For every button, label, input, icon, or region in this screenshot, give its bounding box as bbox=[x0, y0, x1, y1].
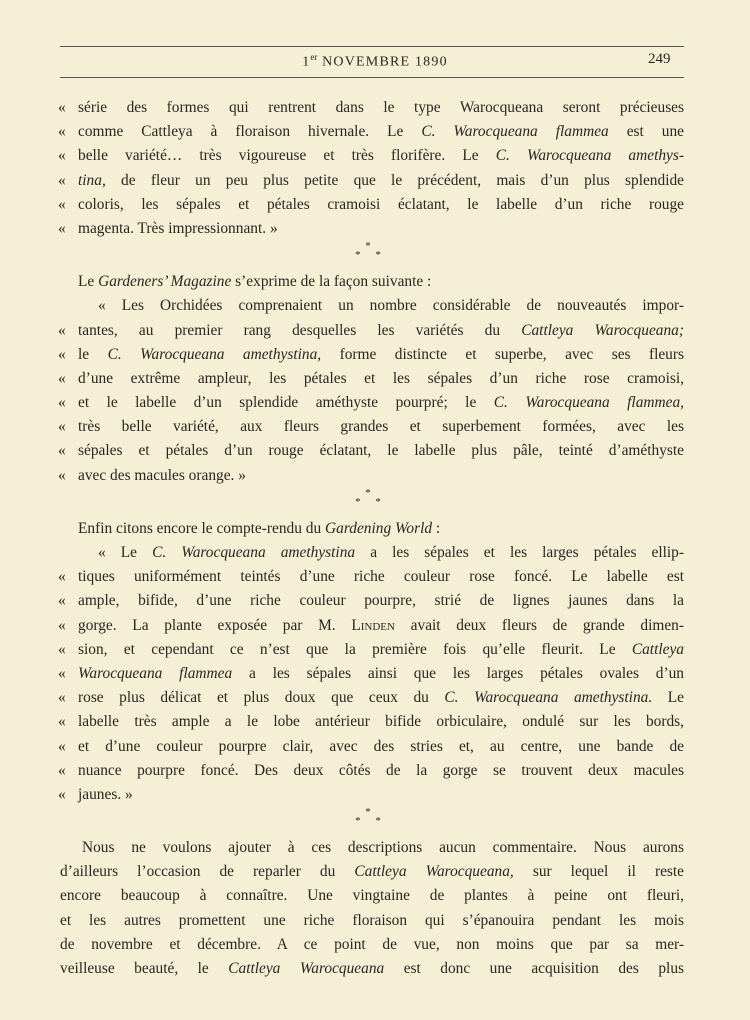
line-text: rose plus délicat et plus doux que ceux du C. Warocqueana amethystina. Le bbox=[78, 689, 684, 707]
text-line bbox=[58, 783, 684, 807]
line-text: Nous ne voulons ajouter à ces descriptions aucun commentaire. Nous aurons bbox=[82, 839, 684, 857]
dinkus-pair: * * bbox=[355, 495, 387, 508]
text-line bbox=[58, 614, 684, 638]
line-text: Enfin citons encore le compte-rendu du Gardening World : bbox=[78, 519, 441, 537]
line-text: jaunes. » bbox=[78, 785, 133, 803]
quote-mark: « bbox=[58, 321, 66, 339]
text-line bbox=[58, 294, 684, 318]
line-text: d’une extrême ampleur, les pétales et les sépales d’un riche rose cramoisi, bbox=[78, 369, 684, 387]
text-line bbox=[58, 589, 684, 613]
line-text: très belle variété, aux fleurs grandes et superbement formées, avec les bbox=[78, 418, 684, 436]
line-text: « Les Orchidées comprenaient un nombre considérable de nouveautés impor- bbox=[98, 297, 684, 315]
line-text: et les autres promettent une riche floraison qui s’épanouira pendant les mois bbox=[60, 911, 684, 929]
italic-name: C. Warocqueana flammea bbox=[421, 123, 609, 141]
quoted-paragraph-2 bbox=[58, 294, 684, 488]
quote-mark: « bbox=[58, 785, 66, 803]
text-line bbox=[58, 933, 684, 957]
text-line bbox=[58, 662, 684, 686]
quote-mark: « bbox=[58, 418, 66, 436]
line-text: « Le C. Warocqueana amethystina a les sépales et les larges pétales ellip- bbox=[98, 544, 684, 561]
text-line bbox=[58, 541, 684, 565]
paragraph-2-intro bbox=[58, 270, 684, 294]
italic-name: Warocqueana flammea bbox=[78, 664, 233, 682]
quote-mark: « bbox=[58, 195, 66, 213]
dinkus-pair: * * bbox=[355, 815, 387, 828]
small-caps-name: Linden bbox=[351, 616, 395, 634]
line-text: veilleuse beauté, le Cattleya Warocqueana est donc une acquisition des plus bbox=[60, 960, 684, 977]
text-line bbox=[58, 96, 684, 120]
line-text: Warocqueana flammea a les sépales ainsi que les larges pétales ovales d’un bbox=[78, 664, 684, 682]
quote-mark: « bbox=[58, 761, 66, 779]
dinkus-2: * * * bbox=[58, 488, 684, 517]
header-date-prefix: 1 bbox=[302, 54, 311, 70]
page-text bbox=[58, 96, 684, 981]
text-line bbox=[58, 391, 684, 415]
italic-name: Cattleya bbox=[631, 640, 684, 658]
line-text: tantes, au premier rang desquelles les variétés du Cattleya Warocqueana; bbox=[78, 321, 684, 339]
line-text: sion, et cependant ce n’est que la première fois qu’elle fleurit. Le Cattleya bbox=[78, 640, 684, 658]
italic-name: C. Warocqueana amethystina. bbox=[444, 689, 653, 707]
text-line bbox=[58, 638, 684, 662]
line-text: gorge. La plante exposée par M. Linden avait deux fleurs de grande dimen- bbox=[78, 616, 684, 634]
quoted-paragraph-1 bbox=[58, 96, 684, 241]
running-header-date bbox=[0, 52, 750, 71]
header-date-sup: er bbox=[310, 52, 318, 62]
line-text: série des formes qui rentrent dans le type Warocqueana seront précieuses bbox=[78, 99, 684, 116]
quote-mark: « bbox=[58, 219, 66, 237]
text-line bbox=[58, 565, 684, 589]
line-text: encore beaucoup à connaître. Une vingtaine de plantes à peine ont fleuri, bbox=[60, 887, 684, 905]
quote-mark: « bbox=[58, 442, 66, 460]
line-text: avec des macules orange. » bbox=[78, 466, 246, 484]
italic-name: Gardening World bbox=[325, 519, 433, 537]
dinkus-pair: * * bbox=[355, 249, 387, 262]
italic-name: C. Warocqueana amethys- bbox=[495, 147, 684, 165]
line-text: sépales et pétales d’un rouge éclatant, le labelle plus pâle, teinté d’améthyste bbox=[78, 442, 684, 460]
line-text: belle variété… très vigoureuse et très florifère. Le C. Warocqueana amethys- bbox=[78, 147, 684, 165]
italic-name: Gardeners’ Magazine bbox=[98, 273, 232, 291]
header-date-rest: NOVEMBRE 1890 bbox=[322, 54, 448, 70]
text-line bbox=[58, 710, 684, 734]
line-text: et d’une couleur pourpre clair, avec des stries et, au centre, une bande de bbox=[78, 737, 684, 755]
quote-mark: « bbox=[58, 664, 66, 682]
quote-mark: « bbox=[58, 640, 66, 658]
italic-name: C. Warocqueana amethystina, bbox=[107, 345, 322, 363]
text-line bbox=[58, 415, 684, 439]
text-line bbox=[58, 319, 684, 343]
dinkus-3: * * * bbox=[58, 807, 684, 836]
quote-mark: « bbox=[58, 99, 66, 116]
quote-mark: « bbox=[58, 592, 66, 610]
quote-mark: « bbox=[58, 369, 66, 387]
dinkus-1: * * * bbox=[58, 241, 684, 270]
quote-mark: « bbox=[58, 345, 66, 363]
text-line bbox=[58, 367, 684, 391]
text-line bbox=[58, 686, 684, 710]
italic-name: C. Warocqueana amethystina bbox=[152, 544, 356, 561]
quote-mark: « bbox=[58, 147, 66, 165]
line-text: magenta. Très impressionnant. » bbox=[78, 219, 278, 237]
text-line bbox=[58, 464, 684, 488]
line-text: ample, bifide, d’une riche couleur pourpre, strié de lignes jaunes dans la bbox=[78, 592, 684, 610]
line-text: labelle très ample a le lobe antérieur bifide orbiculaire, ondulé sur les bords, bbox=[78, 713, 684, 731]
header-bottom-rule bbox=[60, 77, 684, 78]
text-line bbox=[58, 439, 684, 463]
quoted-paragraph-3 bbox=[58, 541, 684, 807]
closing-paragraph bbox=[58, 836, 684, 981]
line-text: nuance pourpre foncé. Des deux côtés de la gorge se trouvent deux macules bbox=[78, 761, 684, 779]
text-line bbox=[58, 759, 684, 783]
quote-mark: « bbox=[58, 123, 66, 141]
italic-name: Cattleya Warocqueana, bbox=[354, 863, 514, 881]
text-line bbox=[58, 957, 684, 981]
text-line bbox=[58, 836, 684, 860]
quote-mark: « bbox=[58, 689, 66, 707]
italic-name: Cattleya Warocqueana; bbox=[521, 321, 684, 339]
text-line bbox=[58, 884, 684, 908]
text-line bbox=[58, 193, 684, 217]
quote-mark: « bbox=[58, 713, 66, 731]
line-text: tiques uniformément teintés d’une riche couleur rose foncé. Le labelle est bbox=[78, 568, 684, 586]
text-line bbox=[58, 169, 684, 193]
line-text: d’ailleurs l’occasion de reparler du Cattleya Warocqueana, sur lequel il reste bbox=[60, 863, 684, 881]
italic-name: tina, bbox=[78, 171, 106, 189]
quote-mark: « bbox=[58, 737, 66, 755]
line-text: coloris, les sépales et pétales cramoisi éclatant, le labelle d’un riche rouge bbox=[78, 195, 684, 213]
quote-mark: « bbox=[58, 616, 66, 634]
quote-mark: « bbox=[58, 394, 66, 412]
line-text: comme Cattleya à floraison hivernale. Le C. Warocqueana flammea est une bbox=[78, 123, 685, 141]
text-line bbox=[58, 270, 684, 294]
line-text: Le Gardeners’ Magazine s’exprime de la façon suivante : bbox=[78, 273, 432, 291]
text-line bbox=[58, 343, 684, 367]
text-line bbox=[58, 735, 684, 759]
italic-name: Cattleya Warocqueana bbox=[228, 960, 385, 977]
quote-mark: « bbox=[58, 171, 66, 189]
paragraph-3-intro bbox=[58, 517, 684, 541]
line-text: de novembre et décembre. A ce point de vue, non moins que par sa mer- bbox=[60, 935, 684, 953]
header-top-rule bbox=[60, 46, 684, 47]
line-text: et le labelle d’un splendide améthyste pourpré; le C. Warocqueana flammea, bbox=[78, 394, 685, 412]
italic-name: C. Warocqueana flammea, bbox=[493, 394, 685, 412]
text-line bbox=[58, 860, 684, 884]
text-line bbox=[58, 144, 684, 168]
text-line bbox=[58, 217, 684, 241]
quote-mark: « bbox=[58, 568, 66, 586]
text-line bbox=[58, 517, 684, 541]
text-line bbox=[58, 909, 684, 933]
quote-mark: « bbox=[58, 466, 66, 484]
page-number: 249 bbox=[648, 51, 671, 67]
text-line bbox=[58, 120, 684, 144]
line-text: tina, de fleur un peu plus petite que le précédent, mais d’un plus splendide bbox=[78, 171, 684, 189]
line-text: le C. Warocqueana amethystina, forme distincte et superbe, avec ses fleurs bbox=[78, 345, 684, 363]
